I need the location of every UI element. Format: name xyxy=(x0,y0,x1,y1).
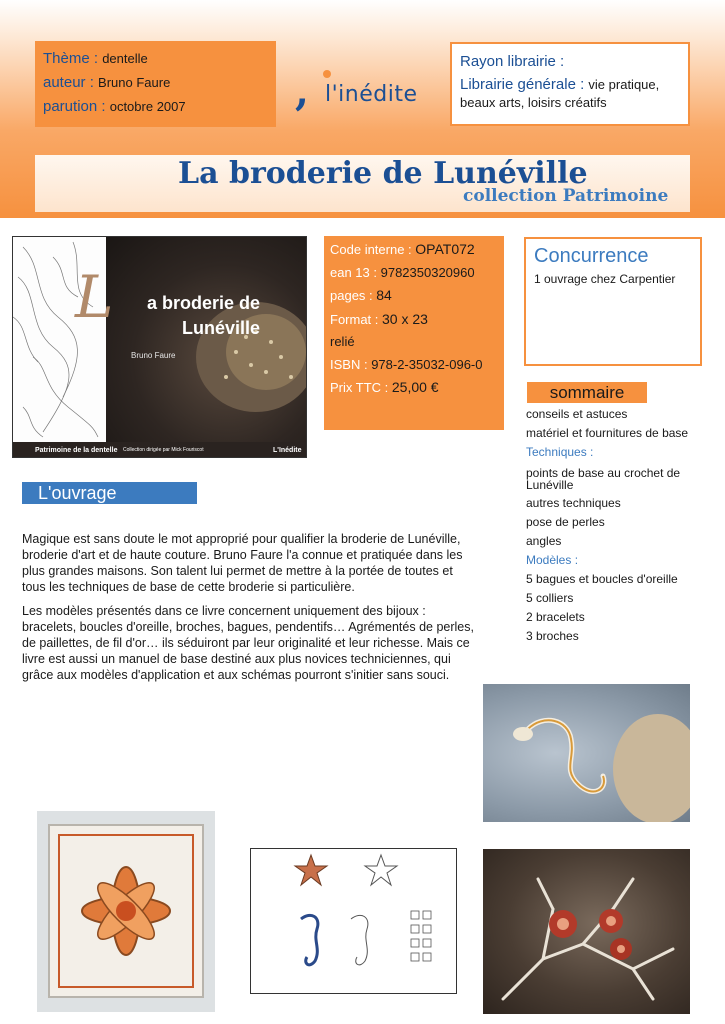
seahorse-photo xyxy=(483,684,690,822)
theme-label: Thème : xyxy=(43,50,103,67)
code-label: Code interne : xyxy=(330,242,416,257)
logo-dot-icon xyxy=(323,70,331,78)
cover-big-letter: L xyxy=(75,263,114,331)
cover-footer xyxy=(13,442,307,458)
sketch-diagram-icon xyxy=(251,849,457,994)
binding-value: relié xyxy=(330,334,355,349)
ouvrage-body xyxy=(22,531,477,691)
rayon-label: Rayon librairie : xyxy=(460,53,565,70)
ean-row xyxy=(330,262,498,285)
coral-jewelry-icon xyxy=(483,849,690,1014)
cover-footer-left: Patrimoine de la dentelle xyxy=(35,447,118,454)
isbn-value: 978-2-35032-096-0 xyxy=(371,356,483,372)
librairie-label: Librairie générale : xyxy=(460,76,589,93)
ean-label: ean 13 : xyxy=(330,264,381,280)
square-embroidery-icon xyxy=(37,811,215,1012)
collection-title: collection Patrimoine xyxy=(463,186,669,206)
price-label: Prix TTC : xyxy=(330,380,392,395)
sommaire-section: Techniques : xyxy=(526,445,594,459)
concurrence-heading: Concurrence xyxy=(534,245,649,267)
cover-footer-mid: Collection dirigée par Mick Fouriscot xyxy=(123,447,204,453)
cover-title xyxy=(110,291,260,341)
publisher-logo xyxy=(295,62,440,115)
date-label: parution : xyxy=(43,98,110,115)
concurrence-body: 1 ouvrage chez Carpentier xyxy=(534,272,676,286)
sommaire-item: angles xyxy=(526,534,562,548)
ean-value: 9782350320960 xyxy=(380,264,475,280)
format-label: Format : xyxy=(330,311,383,327)
sommaire-item: points de base au crochet de Lunéville xyxy=(526,466,681,492)
sommaire-heading: sommaire xyxy=(527,382,647,403)
pages-value: 84 xyxy=(376,287,392,303)
book-cover xyxy=(12,236,307,458)
code-value: OPAT072 xyxy=(415,241,475,257)
ouvrage-paragraph-2: Les modèles présentés dans ce livre concernent uniquement des bijoux : bracelets, boucles d'oreille, broches, bagues, pendentifs… Agrémentés de perles, de paillettes, de fil d'or… ils séduiront par leur originalité et leur richesse. Mais ce livre est aussi un manuel de base destiné aux plus novices techniciennes, qui grâce aux modèles d'application et aux schémas pourront s'initier sans souci. xyxy=(22,604,474,682)
format-value: 30 x 23 xyxy=(382,310,428,327)
coral-jewelry-photo xyxy=(483,849,690,1014)
price-value: 25,00 € xyxy=(391,379,439,395)
librairie-row xyxy=(460,76,680,112)
isbn-label: ISBN : xyxy=(330,356,372,372)
date-row xyxy=(43,95,268,119)
sommaire-item: 5 colliers xyxy=(526,591,574,605)
ouvrage-heading: L'ouvrage xyxy=(22,482,197,504)
pattern-sketch-image xyxy=(250,848,457,994)
theme-value: dentelle xyxy=(102,51,148,66)
rayon-box xyxy=(450,42,690,126)
seahorse-brooch-icon xyxy=(483,684,690,822)
date-value: octobre 2007 xyxy=(109,99,186,114)
ouvrage-paragraph-1: Magique est sans doute le mot approprié pour qualifier la broderie de Lunéville, broderie d'art et de haute couture. Bruno Faure l'a connue et pratiquée dans les plus grandes maisons. Son talent lui permet de mettre à la portée de toutes et tous les techniques de base de cette broderie si particulière. xyxy=(22,532,463,594)
theme-row xyxy=(43,47,268,71)
author-value: Bruno Faure xyxy=(98,75,171,90)
sommaire-item: autres techniques xyxy=(526,496,621,510)
theme-box xyxy=(35,41,276,127)
square-embroidery-photo xyxy=(37,811,215,1012)
book-title: La broderie de Lunéville xyxy=(178,156,588,191)
info-box xyxy=(324,236,504,430)
code-row xyxy=(330,238,498,262)
sommaire-item: conseils et astuces xyxy=(526,407,628,421)
pages-row xyxy=(330,284,498,308)
sommaire-list xyxy=(526,405,716,646)
logo-text: l'inédite xyxy=(325,82,418,107)
author-label: auteur : xyxy=(43,74,99,91)
sommaire-item: 2 bracelets xyxy=(526,610,585,624)
author-row xyxy=(43,71,268,95)
cover-title-line1: a broderie de xyxy=(146,293,260,313)
isbn-row xyxy=(330,354,498,377)
sommaire-item: 3 broches xyxy=(526,629,579,643)
cover-author: Bruno Faure xyxy=(131,351,176,360)
format-row xyxy=(330,308,498,332)
sommaire-item: 5 bagues et boucles d'oreille xyxy=(526,572,678,586)
sommaire-item: pose de perles xyxy=(526,515,605,529)
cover-title-line2: Lunéville xyxy=(181,318,260,338)
librairie-value: vie pratique, beaux arts, loisirs créatifs xyxy=(460,77,660,110)
logo-mark-icon: , xyxy=(295,68,309,115)
sommaire-section: Modèles : xyxy=(526,553,579,567)
concurrence-box xyxy=(524,237,702,366)
price-row xyxy=(330,376,498,400)
sommaire-item: matériel et fournitures de base xyxy=(526,426,689,440)
pages-label: pages : xyxy=(330,288,377,303)
cover-footer-right: L'Inédite xyxy=(273,447,302,454)
